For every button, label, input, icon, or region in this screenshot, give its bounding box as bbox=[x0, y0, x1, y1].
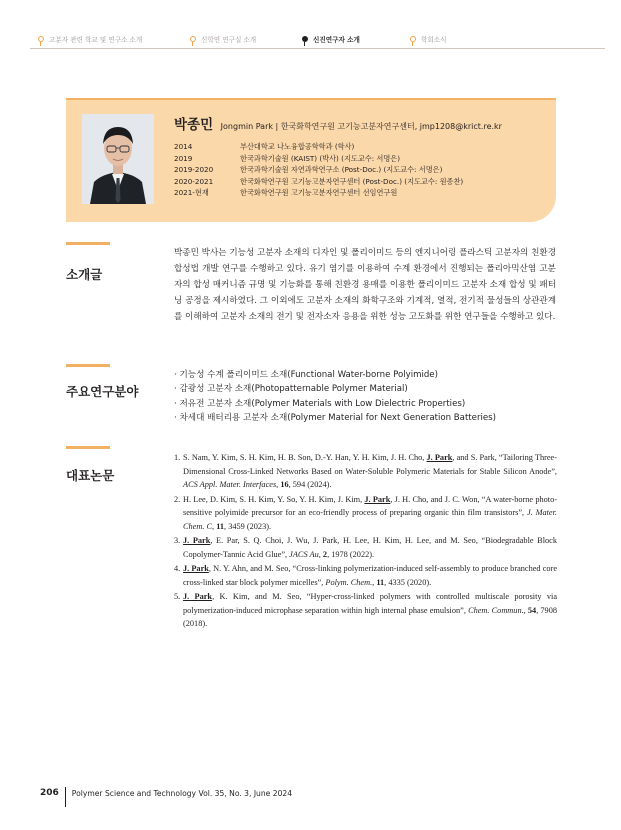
paper-journal: Polym. Chem., bbox=[325, 577, 375, 587]
nav-line bbox=[30, 48, 605, 49]
career-row bbox=[174, 176, 463, 188]
papers-section-bar bbox=[66, 446, 110, 449]
paper-pages: , 4335 (2020). bbox=[384, 577, 432, 587]
career-row bbox=[174, 141, 463, 153]
location-pin-icon bbox=[190, 36, 196, 42]
paper-title: , and S. Park, “Tailoring Three-Dimensional Cross-Linked Networks Based on Water-Soluble Polymeric Materials for Stable Silicon Anode”, bbox=[183, 453, 557, 476]
paper-item bbox=[174, 590, 557, 631]
research-section-bar bbox=[66, 364, 110, 367]
paper-volume: 16 bbox=[280, 480, 289, 489]
paper-citation bbox=[183, 534, 557, 561]
paper-volume: 11 bbox=[216, 521, 225, 531]
papers-section-title: 대표논문 bbox=[66, 468, 115, 483]
paper-citation bbox=[183, 562, 557, 589]
paper-number: 1. bbox=[174, 453, 181, 462]
paper-journal: Chem. Commun., bbox=[468, 605, 526, 615]
profile-name-row bbox=[174, 113, 502, 133]
top-nav bbox=[30, 30, 605, 50]
paper-pages: , 7908 (2018). bbox=[183, 605, 557, 628]
paper-journal: JACS Au, bbox=[289, 549, 321, 559]
paper-title: , K. Kim, and M. Seo, “Hyper-cross-linked polymers with controlled multiscale porosity via polymerization-induced microphase separation within high internal phase emulsion”, bbox=[183, 592, 558, 615]
paper-journal: J. Mater. Chem. C, bbox=[183, 508, 558, 531]
career-year: 2019-2020 bbox=[174, 165, 214, 175]
paper-item bbox=[174, 562, 557, 589]
research-item: · 기능성 수계 폴리이미드 소재(Functional Water-borne Polyimide) bbox=[174, 370, 438, 380]
nav-item-society-news[interactable] bbox=[410, 34, 446, 44]
profile-photo bbox=[82, 114, 154, 204]
career-row bbox=[174, 164, 463, 176]
career-desc: 한국화학연구원 고기능고분자연구센터 선임연구원 bbox=[240, 188, 398, 198]
nav-item-labs[interactable] bbox=[190, 34, 256, 44]
location-pin-icon bbox=[302, 36, 308, 42]
paper-item bbox=[174, 451, 557, 492]
paper-volume: 54 bbox=[527, 605, 537, 615]
paper-pages: , 1978 (2022). bbox=[327, 549, 375, 559]
nav-item-label: 고분자 관련 학교 및 연구소 소개 bbox=[49, 36, 143, 44]
intro-text: 박종민 박사는 기능성 고분자 소재의 디자인 및 폴리이미드 등의 엔지니어링 플라스틱 고분자의 친환경 합성법 개발 연구를 수행하고 있다. 유기 염기를 이용하여 수계 환경에서 진행되는 폴리아믹산염 고분자의 합성 매커니즘 규명 및 기능화를 통해 친환경 용매를 이용한 폴리이미드 고분자 소재 합성 및 패터닝 공정을 제시하였다. 그 이외에도 고분자 소재의 화학구조와 기계적, 열적, 전기적 물성들의 상관관계를 이해하여 고분자 소재의 전기 및 전자소자 응용을 위한 성능 고도화를 위한 연구들을 수행하고 있다. bbox=[174, 248, 556, 322]
paper-self-author: J. Park bbox=[364, 494, 391, 504]
paper-number: 4. bbox=[174, 564, 181, 573]
paper-volume: 2 bbox=[322, 549, 328, 559]
paper-number: 2. bbox=[174, 494, 181, 504]
intro-section-bar bbox=[66, 242, 110, 245]
paper-item bbox=[174, 493, 557, 534]
paper-self-author: J. Park bbox=[183, 564, 209, 573]
paper-self-author: J. Park bbox=[183, 592, 213, 601]
paper-journal: ACS Appl. Mater. Interfaces, bbox=[183, 480, 279, 489]
nav-item-label: 학회소식 bbox=[421, 36, 447, 44]
career-year: 2021-현재 bbox=[174, 188, 209, 198]
nav-item-label: 신학연 연구실 소개 bbox=[201, 36, 257, 44]
career-year: 2019 bbox=[174, 153, 193, 163]
paper-list bbox=[174, 451, 557, 632]
paper-pages: , 3459 (2023). bbox=[224, 521, 272, 531]
research-item: · 감광성 고분자 소재(Photopatternable Polymer Material) bbox=[174, 384, 408, 395]
career-year: 2014 bbox=[174, 142, 193, 151]
career-year: 2020-2021 bbox=[174, 176, 214, 186]
career-desc: 한국과학기술원 (KAIST) (박사) (지도교수: 서명은) bbox=[240, 153, 401, 163]
career-row bbox=[174, 153, 463, 165]
paper-title: , E. Par, S. Q. Choi, J. Wu, J. Park, H. Lee, H. Kim, H. Lee, and M. Seo, “Biodegradable Block Copolymer-Tannic Acid Glue”, bbox=[183, 536, 558, 559]
paper-self-author: J. Park bbox=[426, 453, 453, 462]
paper-number: 3. bbox=[174, 536, 181, 545]
journal-info: Polymer Science and Technology Vol. 35, No. 3, June 2024 bbox=[71, 788, 293, 798]
paper-authors: H. Lee, D. Kim, S. H. Kim, Y. So, Y. H. Kim, J. Kim, bbox=[183, 494, 365, 504]
paper-pages: , 594 (2024). bbox=[288, 480, 332, 489]
page-footer bbox=[40, 783, 292, 803]
career-desc: 한국과학기술원 자연과학연구소 (Post-Doc.) (지도교수: 서명은) bbox=[240, 165, 443, 175]
page-number: 206 bbox=[40, 788, 59, 798]
intro-section-title: 소개글 bbox=[66, 267, 103, 282]
paper-citation bbox=[183, 590, 557, 631]
paper-title: , J. H. Cho, and J. C. Won, “A water-borne photo-sensitive polyimide precursor for an eco-friendly process of preparing organic thin film transistors”, bbox=[183, 494, 557, 517]
career-row bbox=[174, 187, 463, 199]
nav-item-young-researcher[interactable] bbox=[302, 34, 360, 44]
career-desc: 한국화학연구원 고기능고분자연구센터 (Post-Doc.) (지도교수: 원종찬) bbox=[240, 176, 464, 186]
paper-item bbox=[174, 534, 557, 561]
paper-authors: S. Nam, Y. Kim, S. H. Kim, H. B. Son, D.-Y. Han, Y. H. Kim, J. H. Cho, bbox=[183, 453, 427, 462]
location-pin-icon bbox=[410, 36, 416, 42]
research-item: · 저유전 고분자 소재(Polymer Materials with Low Dielectric Properties) bbox=[174, 398, 466, 409]
research-section-title: 주요연구분야 bbox=[66, 384, 139, 399]
research-list bbox=[174, 368, 496, 426]
location-pin-icon bbox=[38, 36, 44, 42]
career-desc: 부산대학교 나노융합공학학과 (학사) bbox=[240, 142, 355, 151]
nav-item-label: 신진연구자 소개 bbox=[313, 36, 360, 44]
profile-details: Jongmin Park | 한국화학연구원 고기능고분자연구센터, jmp1208@krict.re.kr bbox=[220, 122, 502, 131]
paper-volume: 11 bbox=[376, 577, 385, 587]
paper-self-author: J. Park bbox=[183, 536, 211, 545]
paper-title: , N. Y. Ahn, and M. Seo, “Cross-linking polymerization-induced self-assembly to produce branched core cross-linked star block polymer micelles”, bbox=[183, 564, 557, 587]
footer-divider bbox=[65, 787, 66, 807]
paper-number: 5. bbox=[174, 592, 181, 601]
career-list bbox=[174, 141, 463, 199]
paper-citation bbox=[183, 493, 557, 534]
profile-header-top-rule bbox=[66, 98, 556, 100]
paper-citation bbox=[183, 451, 557, 492]
research-item: · 차세대 배터리용 고분자 소재(Polymer Material for Next Generation Batteries) bbox=[174, 413, 497, 424]
nav-item-schools[interactable] bbox=[38, 34, 142, 44]
profile-name: 박종민 bbox=[174, 117, 214, 133]
